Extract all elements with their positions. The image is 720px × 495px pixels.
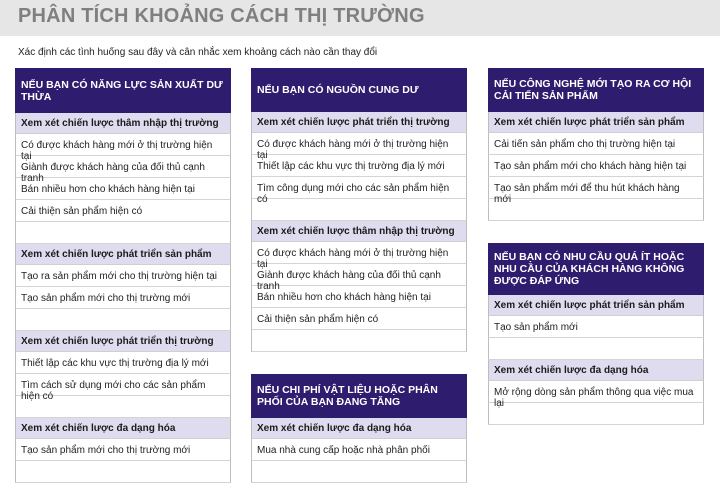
empty-row[interactable] [488,403,704,425]
strategy-heading: Xem xét chiến lược đa dạng hóa [488,360,704,381]
action-item[interactable]: Tạo ra sản phẩm mới cho thị trường hiện tại [15,265,231,287]
action-item[interactable]: Tìm công dụng mới cho các sản phẩm hiện có [251,177,467,199]
action-item[interactable]: Bán nhiều hơn cho khách hàng hiện tại [251,286,467,308]
scenario-header: NẾU CHI PHÍ VẬT LIỆU HOẶC PHÂN PHỐI CỦA BẠN ĐANG TĂNG [251,374,467,418]
strategy-heading: Xem xét chiến lược thâm nhập thị trường [15,113,231,134]
action-item[interactable]: Tạo sản phẩm mới cho thị trường mới [15,439,231,461]
strategy-heading: Xem xét chiến lược đa dạng hóa [15,418,231,439]
action-item[interactable]: Giành được khách hàng của đối thủ cạnh tranh [15,156,231,178]
action-item[interactable]: Có được khách hàng mới ở thị trường hiện tại [251,242,467,264]
scenario-header: NẾU CÔNG NGHỆ MỚI TẠO RA CƠ HỘI CẢI TIẾN SẢN PHẨM [488,68,704,112]
scenario-header: NẾU BẠN CÓ NHU CẦU QUÁ ÍT HOẶC NHU CẦU CỦA KHÁCH HÀNG KHÔNG ĐƯỢC ĐÁP ỨNG [488,243,704,295]
scenario-header: NẾU BẠN CÓ NGUỒN CUNG DƯ [251,68,467,112]
page-subtitle: Xác định các tình huống sau đây và cân nhắc xem khoảng cách nào cần thay đổi [18,47,378,58]
action-item[interactable]: Thiết lập các khu vực thị trường địa lý mới [15,352,231,374]
strategy-heading: Xem xét chiến lược đa dạng hóa [251,418,467,439]
empty-row[interactable] [251,199,467,221]
action-item[interactable]: Cải thiện sản phẩm hiện có [15,200,231,222]
column-1 [15,68,231,483]
strategy-heading: Xem xét chiến lược phát triển sản phẩm [488,112,704,133]
strategy-heading: Xem xét chiến lược thâm nhập thị trường [251,221,467,242]
empty-row[interactable] [251,461,467,483]
page-title: PHÂN TÍCH KHOẢNG CÁCH THỊ TRƯỜNG [18,5,425,27]
empty-row[interactable] [15,222,231,244]
action-item[interactable]: Mua nhà cung cấp hoặc nhà phân phối [251,439,467,461]
action-item[interactable]: Có được khách hàng mới ở thị trường hiện tại [251,133,467,155]
action-item[interactable]: Tìm cách sử dụng mới cho các sản phẩm hiện có [15,374,231,396]
strategy-heading: Xem xét chiến lược phát triển sản phẩm [488,295,704,316]
action-item[interactable]: Tạo sản phẩm mới cho thị trường mới [15,287,231,309]
empty-row[interactable] [251,330,467,352]
empty-row[interactable] [15,309,231,331]
action-item[interactable]: Thiết lập các khu vực thị trường địa lý mới [251,155,467,177]
column-3 [488,68,704,425]
empty-row[interactable] [15,461,231,483]
empty-row[interactable] [488,338,704,360]
strategy-heading: Xem xét chiến lược phát triển sản phẩm [15,244,231,265]
action-item[interactable]: Tạo sản phẩm mới để thu hút khách hàng mới [488,177,704,199]
action-item[interactable]: Cải tiến sản phẩm cho thị trường hiện tại [488,133,704,155]
strategy-heading: Xem xét chiến lược phát triển thị trường [251,112,467,133]
empty-row[interactable] [488,199,704,221]
action-item[interactable]: Mở rộng dòng sản phẩm thông qua việc mua lại [488,381,704,403]
scenario-header: NẾU BẠN CÓ NĂNG LỰC SẢN XUẤT DƯ THỪA [15,68,231,113]
action-item[interactable]: Tạo sản phẩm mới cho khách hàng hiện tại [488,155,704,177]
column-2 [251,68,467,483]
action-item[interactable]: Bán nhiều hơn cho khách hàng hiện tại [15,178,231,200]
action-item[interactable]: Có được khách hàng mới ở thị trường hiện tại [15,134,231,156]
action-item[interactable]: Giành được khách hàng của đối thủ cạnh tranh [251,264,467,286]
action-item[interactable]: Cải thiện sản phẩm hiện có [251,308,467,330]
action-item[interactable]: Tạo sản phẩm mới [488,316,704,338]
strategy-heading: Xem xét chiến lược phát triển thị trường [15,331,231,352]
